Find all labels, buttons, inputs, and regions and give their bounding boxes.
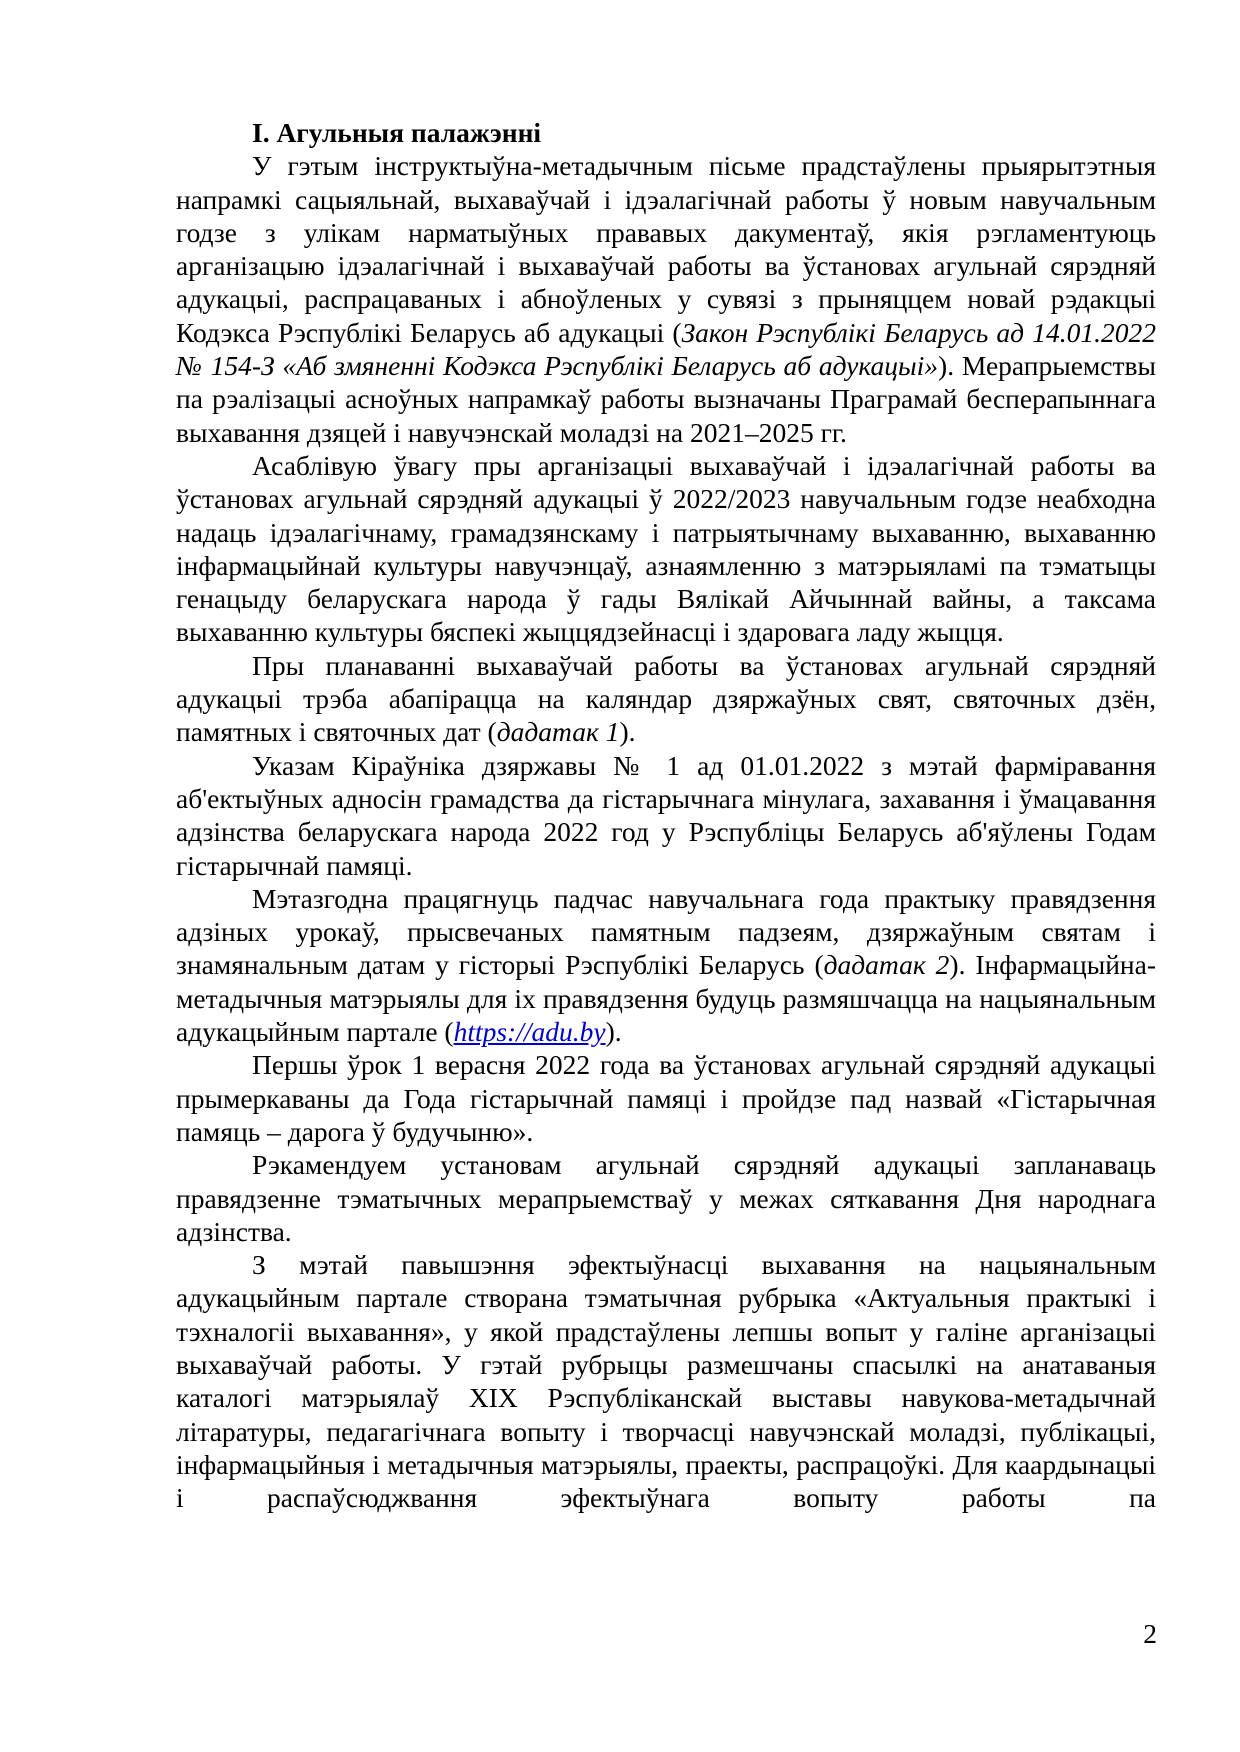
paragraph-5 — [176, 882, 1156, 1048]
document-body — [176, 116, 1156, 1514]
law-reference: Закон Рэспублікі Беларусь ад 14.01.2022 № 154-З «Аб змяненні Кодэкса Рэспублікі Беларусь аб адукацыі» — [176, 316, 1156, 382]
paragraph-5-text-end: ). — [605, 1016, 622, 1048]
appendix-1-reference: дадатак 1 — [496, 716, 620, 748]
paragraph-7: Рэкамендуем установам агульнай сярэдняй адукацыі запланаваць правядзенне тэматычных мерапрыемстваў у межах сяткавання Дня народнага адзінства. — [176, 1149, 1156, 1247]
paragraph-3-text: Пры планаванні выхаваўчай работы ва ўстановах агульнай сярэдняй адукацыі трэба абапірацца на каляндар дзяржаўных свят, святочных дзён, памятных і святочных дат ( — [176, 649, 1156, 748]
paragraph-5-text-mid: ). Інфармацыйна-метадычныя матэрыялы для іх правядзення будуць размяшчацца на нацыянальным адукацыйным партале ( — [176, 949, 1156, 1048]
page-number: 2 — [1143, 1618, 1157, 1649]
paragraph-1-text-end: ). Мерапрыемствы па рэалізацыі асноўных напрамкаў работы вызначаны Праграмай бесперапыннага выхавання дзяцей і навучэнскай моладзі на 2021–2025 гг. — [176, 350, 1156, 448]
paragraph-8: З мэтай павышэння эфектыўнасці выхавання на нацыянальным адукацыйным партале створана тэматычная рубрыка «Актуальныя практыкі і тэхналогіі выхавання», у якой прадстаўлены лепшы вопыт у галіне арганізацыі выхаваўчай работы. У гэтай рубрыцы размешчаны спасылкі на анатаваныя каталогі матэрыялаў XIX Рэспубліканскай выставы навукова-метадычнай літаратуры, педагагічнага вопыту і творчасці навучэнскай моладзі, публікацыі, інфармацыйныя і метадычныя матэрыялы, праекты, распрацоўкі. Для каардынацыі і распаўсюджвання эфектыўнага вопыту работы па — [176, 1249, 1156, 1514]
section-heading: I. Агульныя палажэнні — [252, 117, 542, 148]
paragraph-3 — [176, 649, 1156, 749]
paragraph-1-text: У гэтым інструктыўна-метадычным пісьме прадстаўлены прыярытэтныя напрамкі сацыяльнай, выхаваўчай і ідэалагічнай работы ў новым навучальным годзе з улікам нарматыўных прававых дакументаў, якія рэгламентуюць арганізацыю ідэалагічнай і выхаваўчай работы ва ўстановах агульнай сярэдняй адукацыі, распрацаваных і абноўленых у сувязі з прыняццем новай рэдакцыі Кодэкса Рэспублікі Беларусь аб адукацыі ( — [176, 150, 1156, 348]
paragraph-4: Указам Кіраўніка дзяржавы № 1 ад 01.01.2022 з мэтай фарміравання аб'ектыўных адносін грамадства да гістарычнага мінулага, захавання і ўмацавання адзінства беларускага народа 2022 год у Рэспубліцы Беларусь аб'яўлены Годам гістарычнай памяці. — [176, 749, 1156, 881]
paragraph-6: Першы ўрок 1 верасня 2022 года ва ўстановах агульнай сярэдняй адукацыі прымеркаваны да Года гістарычнай памяці і пройдзе пад назвай «Гістарычная памяць – дарога ў будучыню». — [176, 1049, 1156, 1147]
portal-link[interactable]: https://adu.by — [453, 1016, 606, 1048]
appendix-2-reference: дадатак 2 — [823, 949, 950, 981]
paragraph-5-text: Мэтазгодна працягнуць падчас навучальнага года практыку правядзення адзіных урокаў, прысвечаных памятным падзеям, дзяржаўным святам і знамянальным датам у гісторыі Рэспублікі Беларусь ( — [176, 882, 1156, 981]
paragraph-2: Асаблівую ўвагу пры арганізацыі выхаваўчай і ідэалагічнай работы ва ўстановах агульнай сярэдняй адукацыі ў 2022/2023 навучальным годзе неабходна надаць ідэалагічнаму, грамадзянскаму і патрыятычнаму выхаванню, выхаванню інфармацыйнай культуры навучэнцаў, азнаямленню з матэрыяламі па тэматыцы генацыду беларускага народа ў гады Вялікай Айчыннай вайны, а таксама выхаванню культуры бяспекі жыццядзейнасці і здаровага ладу жыцця. — [176, 449, 1156, 648]
paragraph-3-text-end: ). — [619, 716, 636, 748]
paragraph-1 — [176, 149, 1156, 449]
